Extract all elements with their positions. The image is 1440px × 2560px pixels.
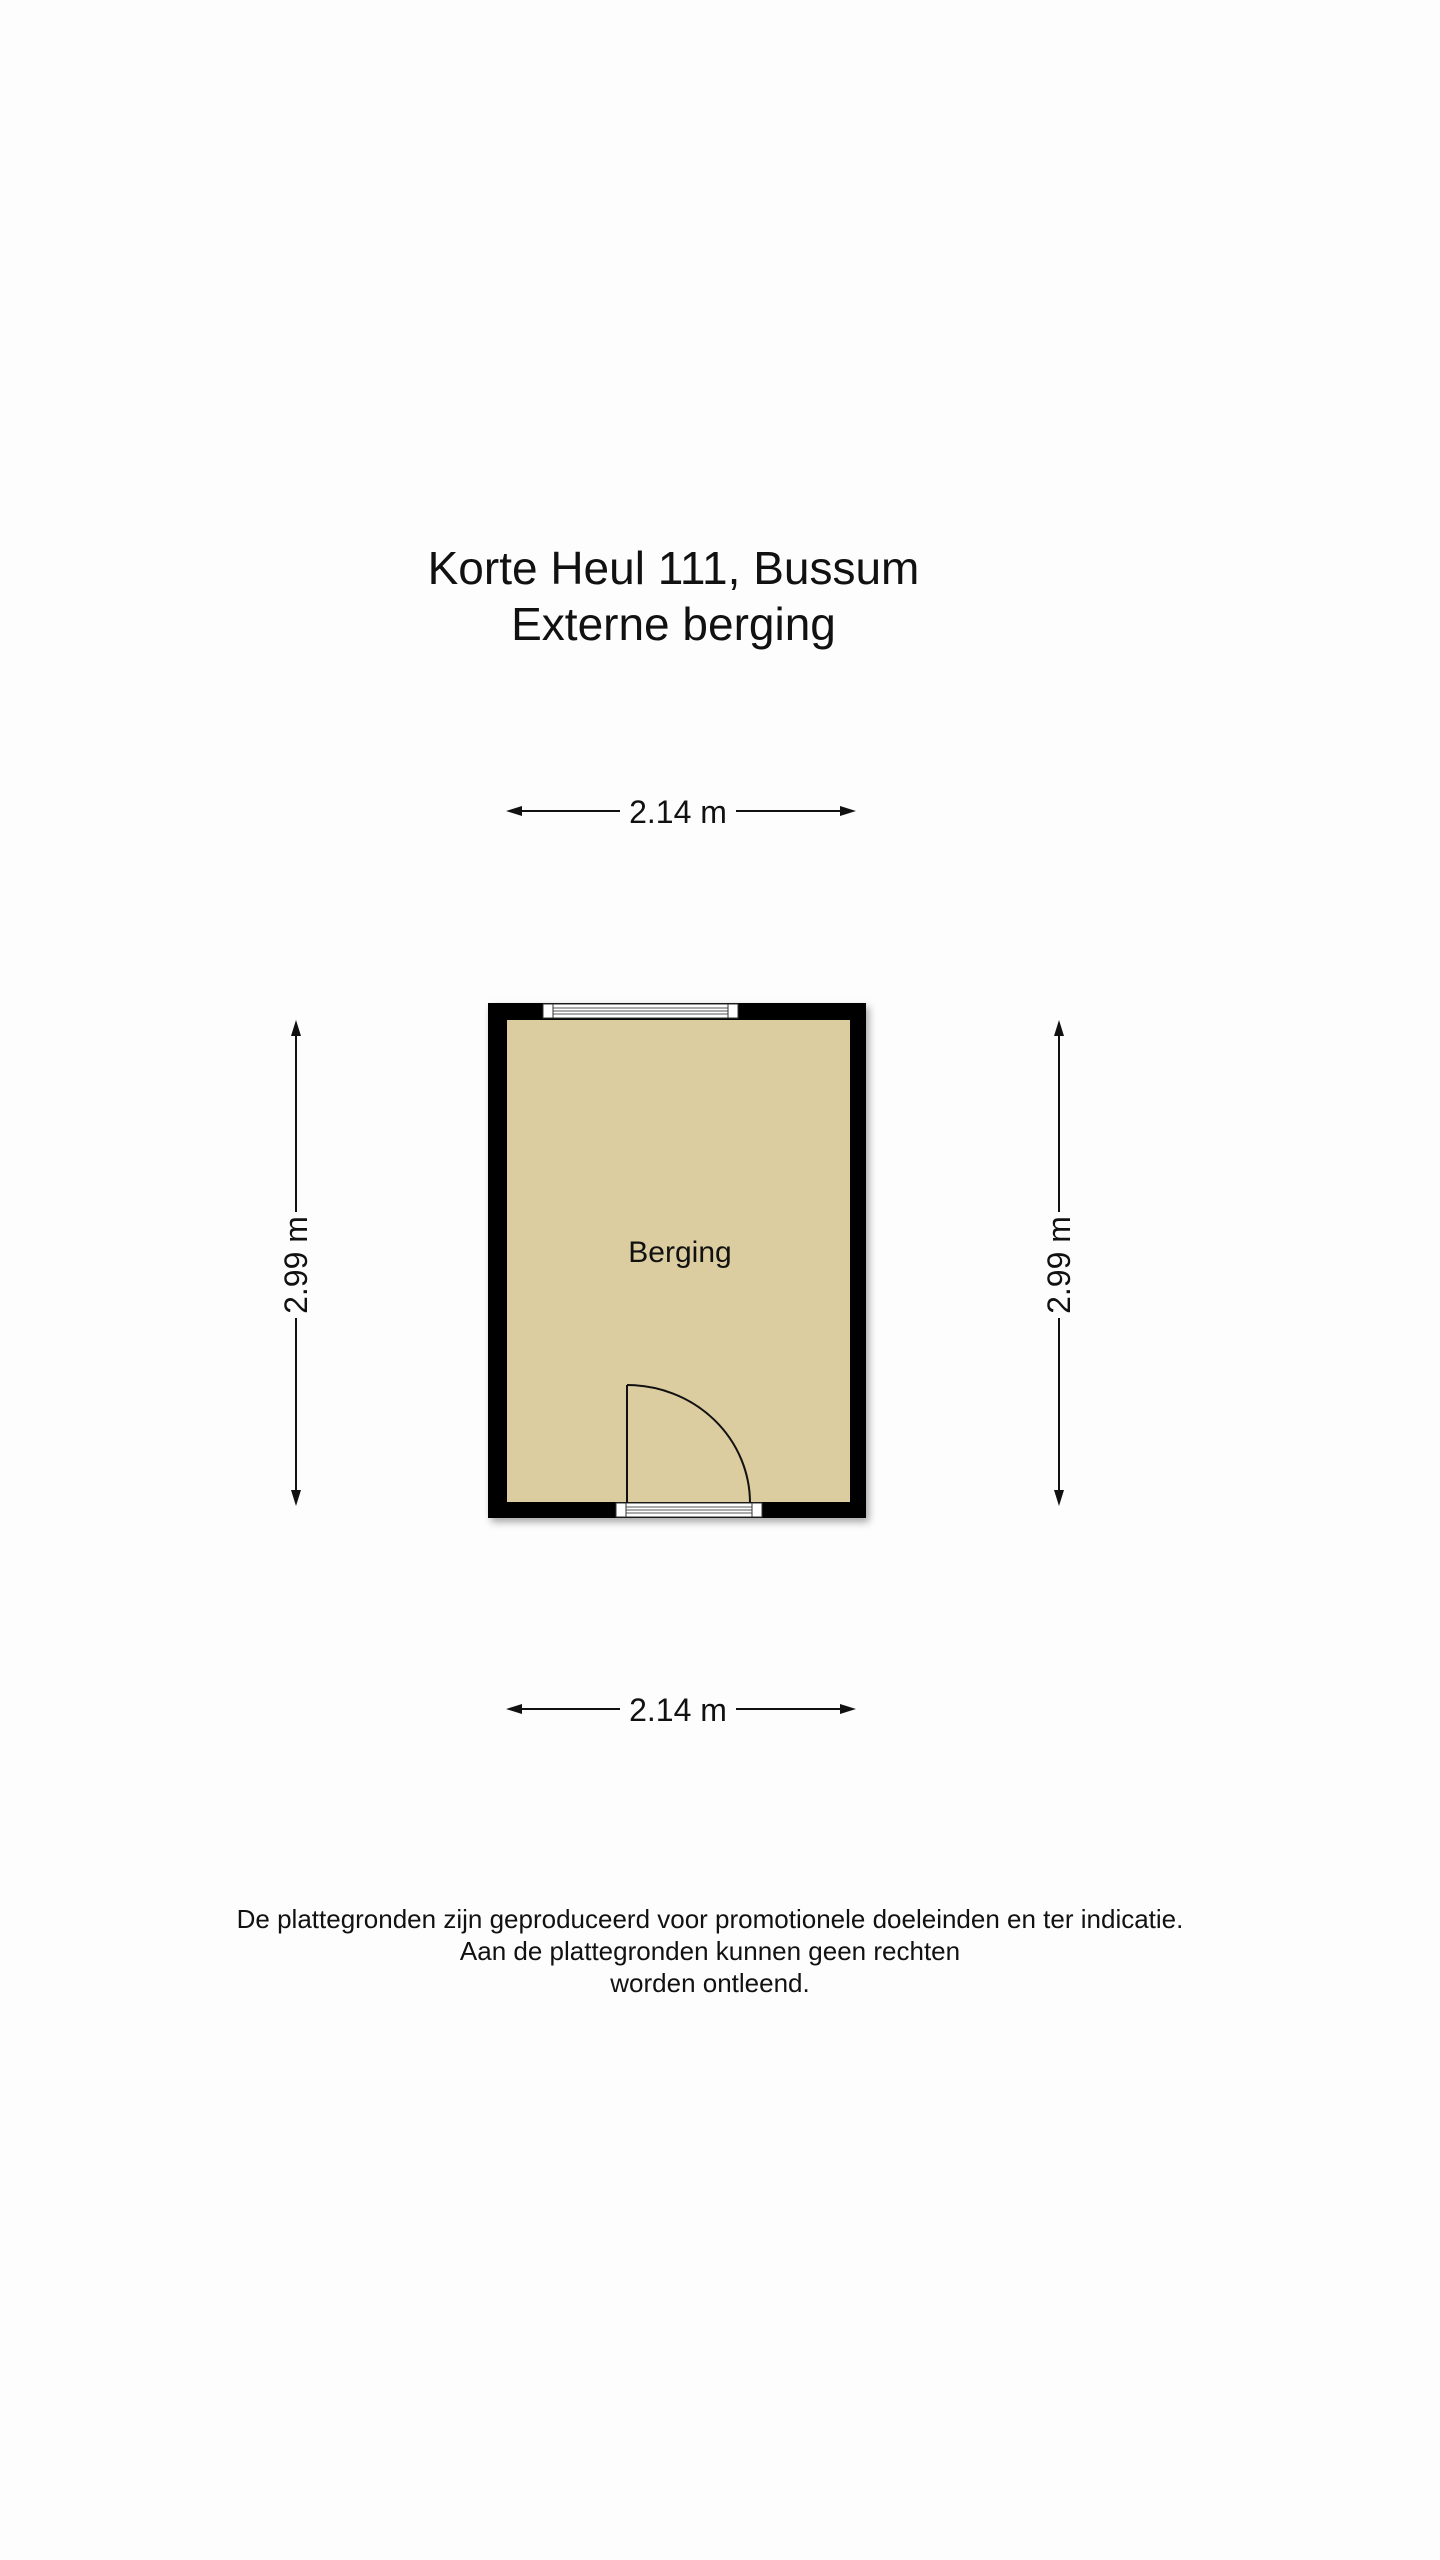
width-top-label: 2.14 m (629, 794, 727, 830)
dimension-left-depth (278, 1020, 314, 1506)
arrow-right-icon (840, 806, 856, 816)
disclaimer-line-3: worden ontleend. (610, 1968, 810, 1998)
dimension-top-width (506, 794, 856, 830)
arrow-left-icon (506, 806, 522, 816)
address-title: Korte Heul 111, Bussum (427, 542, 920, 594)
arrow-down-icon (291, 1490, 301, 1506)
room-berging (488, 1003, 866, 1518)
disclaimer-line-2: Aan de plattegronden kunnen geen rechten (459, 1936, 961, 1966)
dimension-right-depth (1041, 1020, 1077, 1506)
width-bottom-label: 2.14 m (629, 1692, 727, 1728)
arrow-up-icon (1054, 1020, 1064, 1036)
depth-right-label: 2.99 m (1041, 1216, 1077, 1314)
arrow-up-icon (291, 1020, 301, 1036)
room-label-berging: Berging (628, 1236, 732, 1269)
arrow-down-icon (1054, 1490, 1064, 1506)
arrow-left-icon (506, 1704, 522, 1714)
disclaimer (0, 1903, 1420, 1999)
window-top (543, 1004, 738, 1018)
depth-left-label: 2.99 m (278, 1216, 314, 1314)
dimension-bottom-width (506, 1692, 856, 1728)
arrow-right-icon (840, 1704, 856, 1714)
disclaimer-line-1: De plattegronden zijn geproduceerd voor promotionele doeleinden en ter indicatie. (236, 1904, 1184, 1934)
floor-name-title: Externe berging (511, 598, 836, 650)
